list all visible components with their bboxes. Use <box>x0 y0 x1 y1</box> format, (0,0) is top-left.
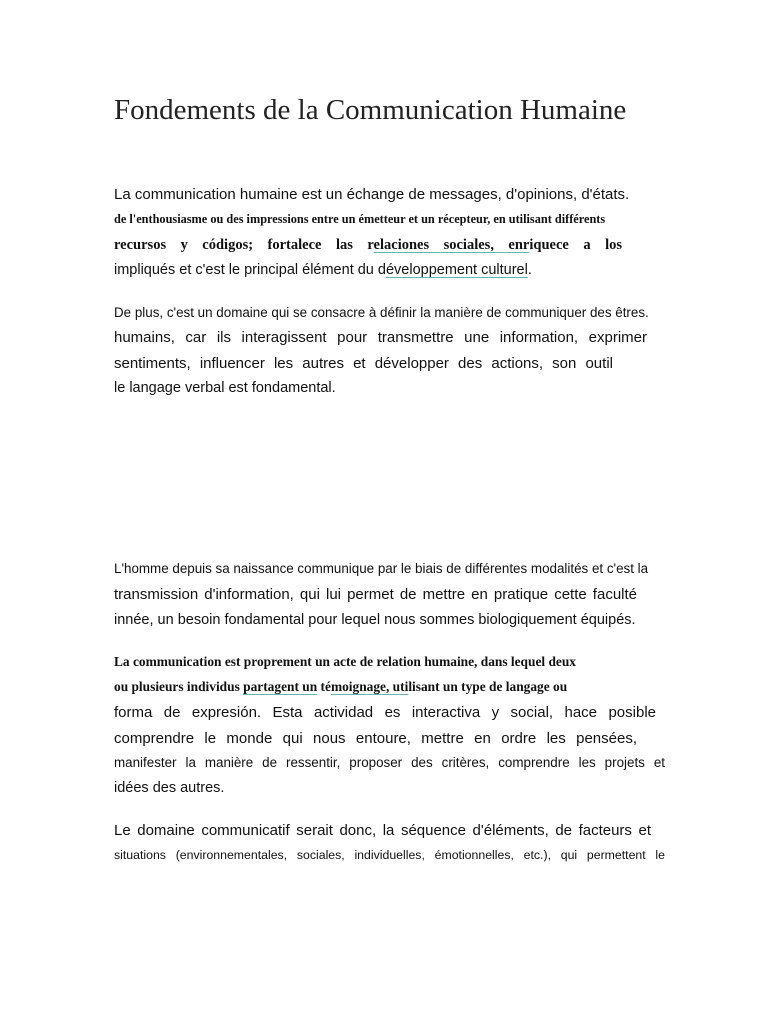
p2-line-4: le langage verbal est fondamental. <box>114 380 336 396</box>
p1-line-3-text-b: iquece a los <box>529 237 622 253</box>
p3-line-3: innée, un besoin fondamental pour lequel nous sommes biologiquement équipés. <box>114 612 636 628</box>
p1-line-2: de l'enthousiasme ou des impressions entre un émetteur et un récepteur, en utilisant différents <box>114 212 606 226</box>
p1-line-3 <box>114 237 622 254</box>
p4-line-2-text-c: lisant un type de langage ou <box>408 679 568 694</box>
p2-line-1: De plus, c'est un domaine qui se consacre à définir la manière de communiquer des êtres. <box>114 305 649 320</box>
p4-line-2-text-b: té <box>317 679 331 694</box>
p4-line-4: comprendre le monde qui nous entoure, mettre en ordre les pensées, <box>114 730 637 747</box>
p3-line-1: L'homme depuis sa naissance communique par le biais de différentes modalités et c'est la <box>114 561 649 576</box>
p4-line-6: idées des autres. <box>114 780 225 796</box>
document-title: Fondements de la Communication Humaine <box>114 94 627 126</box>
p1-line-1: La communication humaine est un échange de messages, d'opinions, d'états. <box>114 186 630 203</box>
p4-line-2-text-a: ou plusieurs individus <box>114 679 244 694</box>
p1-line-4-text-b: . <box>527 262 532 278</box>
p3-line-2: transmission d'information, qui lui permet de mettre en pratique cette faculté <box>114 586 637 603</box>
p1-line-4-underlined: éveloppement culturel <box>385 262 528 278</box>
p4-line-2-underlined-2: moignage, uti <box>330 679 409 694</box>
p1-line-4-text-a: impliqués et c'est le principal élément du d <box>114 262 386 278</box>
p4-line-2 <box>114 679 567 695</box>
p1-line-3-underlined: elaciones sociales, enr <box>373 237 530 253</box>
p1-line-4 <box>114 262 532 278</box>
p2-line-3: sentiments, influencer les autres et développer des actions, son outil <box>114 355 613 372</box>
p1-line-3-text-a: recursos y códigos; fortalece las r <box>114 237 374 253</box>
p5-line-2: situations (environnementales, sociales, individuelles, émotionnelles, etc.), qui permettent le <box>114 848 665 862</box>
p4-line-3: forma de expresión. Esta actividad es interactiva y social, hace posible <box>114 704 656 721</box>
p2-line-2: humains, car ils interagissent pour transmettre une information, exprimer <box>114 329 647 346</box>
p4-line-5: manifester la manière de ressentir, proposer des critères, comprendre les projets et <box>114 755 665 770</box>
p4-line-1: La communication est proprement un acte de relation humaine, dans lequel deux <box>114 654 576 669</box>
p4-line-2-underlined-1: partagent un <box>243 679 318 694</box>
p5-line-1: Le domaine communicatif serait donc, la séquence d'éléments, de facteurs et <box>114 822 651 839</box>
